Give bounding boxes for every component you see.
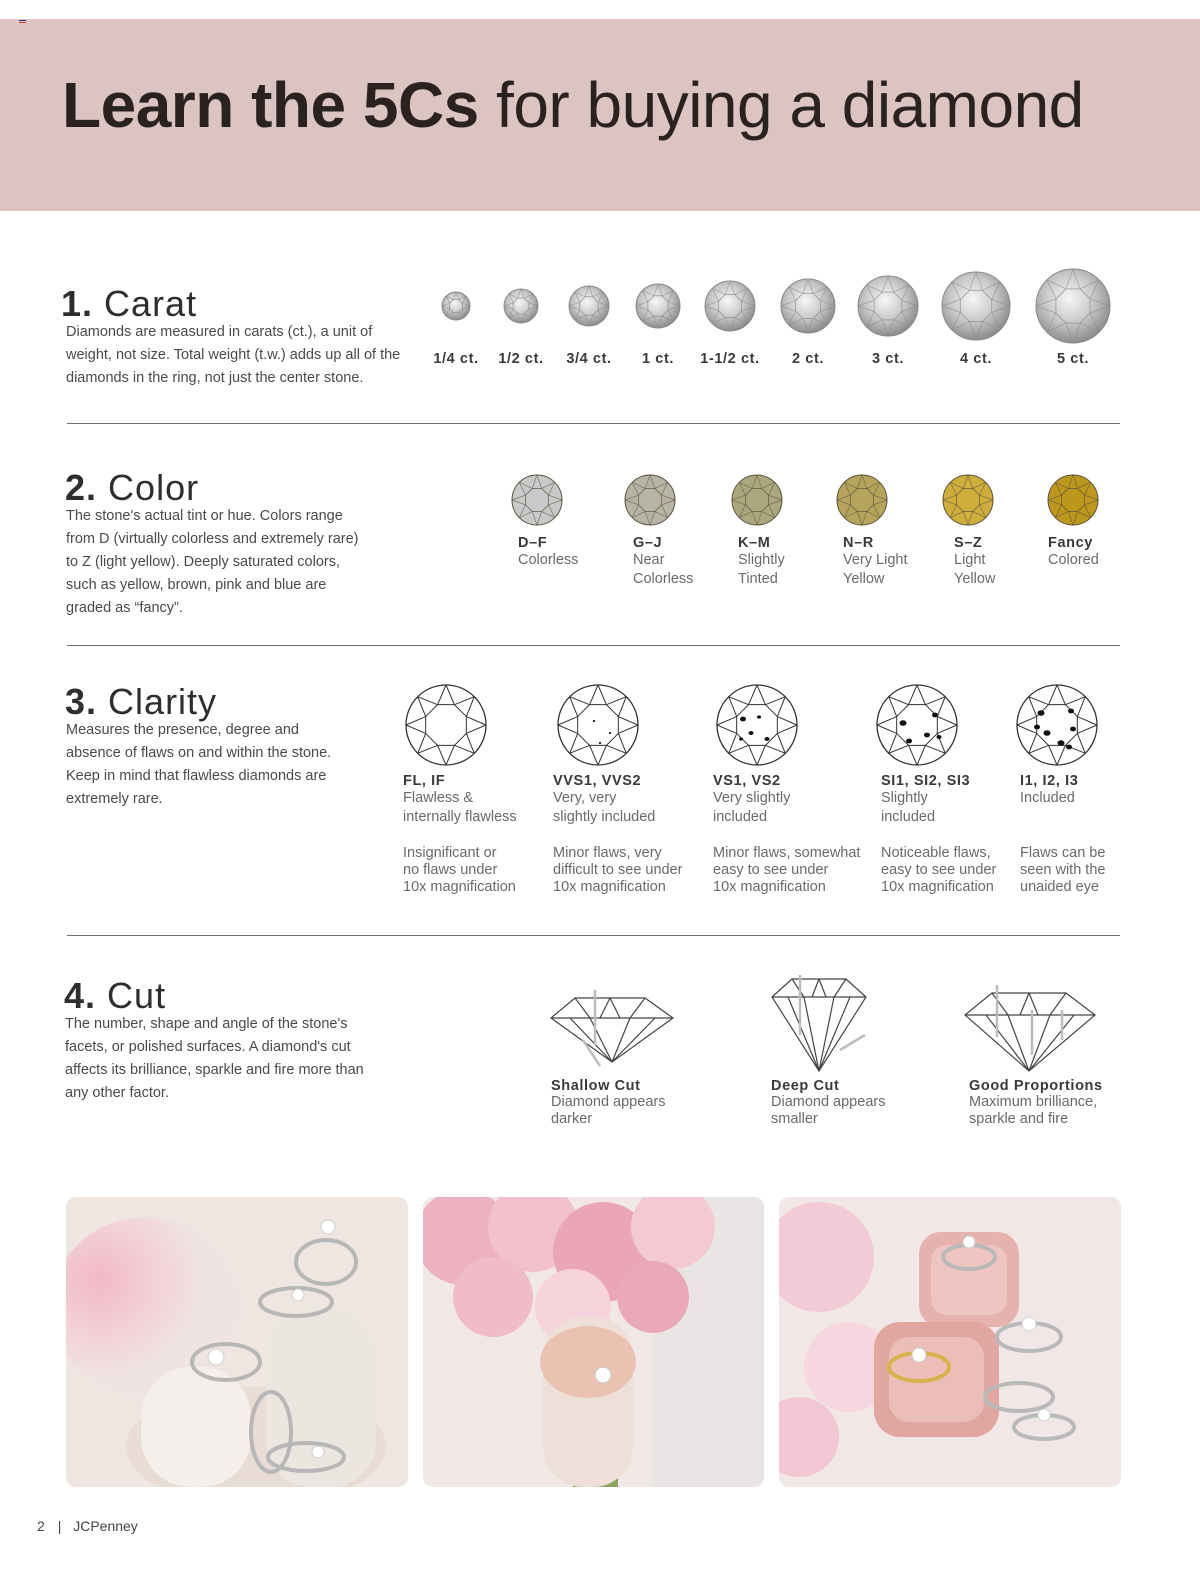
page-number: 2 xyxy=(37,1518,45,1534)
clarity-note xyxy=(713,845,878,896)
color-grade-code: N–R xyxy=(843,535,874,551)
clarity-note3: 10x magnification xyxy=(713,879,826,895)
color-grade-line1: Near xyxy=(633,552,665,568)
page-title xyxy=(62,68,1084,142)
color-grade-code: S–Z xyxy=(954,535,983,551)
clarity-grade-code: FL, IF xyxy=(403,773,446,789)
color-grade-code: G–J xyxy=(633,535,663,551)
color-grade-line2: Yellow xyxy=(954,571,996,587)
divider-3 xyxy=(67,935,1120,936)
cut-description: The number, shape and angle of the stone's facets, or polished surfaces. A diamond's cut affects its brilliance, sparkle and fire more than any other factor. xyxy=(65,1016,364,1101)
clarity-heading: 3. Clarity xyxy=(65,681,218,722)
clarity-grade-line2: included xyxy=(713,809,768,825)
carat-diamond-icon xyxy=(636,284,680,328)
carat-size-label: 1 ct. xyxy=(641,351,675,367)
clarity-grade-code: SI1, SI2, SI3 xyxy=(881,773,971,789)
clarity-grade xyxy=(881,773,1041,827)
clarity-grade-line1: Included xyxy=(1020,790,1075,806)
clarity-note3: 10x magnification xyxy=(403,879,516,895)
cut-type-name: Deep Cut xyxy=(771,1078,840,1094)
clarity-note xyxy=(403,845,568,896)
clarity-grade-code: I1, I2, I3 xyxy=(1020,773,1079,789)
cut-type-line2: smaller xyxy=(771,1111,818,1127)
color-grade-line2: Colorless xyxy=(633,571,694,587)
carat-description: Diamonds are measured in carats (ct.), a unit of weight, not size. Total weight (t.w.) adds up all of the diamonds in the ring, not just the center stone. xyxy=(66,324,401,386)
clarity-note2: easy to see under xyxy=(881,862,997,878)
color-heading: 2. Color xyxy=(65,467,200,508)
carat-size-label: 3/4 ct. xyxy=(566,351,612,367)
carat-size-label: 4 ct. xyxy=(959,351,993,367)
clarity-note1: Insignificant or xyxy=(403,845,497,861)
clarity-grade-line2: included xyxy=(881,809,936,825)
cut-type-line1: Maximum brilliance, xyxy=(969,1094,1098,1110)
clarity-grade-line1: Slightly xyxy=(881,790,928,806)
clarity-note3: unaided eye xyxy=(1020,879,1100,895)
carat-size-label: 1-1/2 ct. xyxy=(700,351,760,367)
color-diamond-icon xyxy=(941,473,995,527)
carat-heading: 1. Carat xyxy=(61,283,198,324)
carat-diamond-icon xyxy=(705,281,755,331)
color-grade xyxy=(518,535,578,570)
deep-cut-diagram-icon xyxy=(770,975,880,1075)
rings-on-pedestals-photo xyxy=(66,1197,408,1487)
clarity-grade xyxy=(1020,773,1180,808)
cut-type-line1: Diamond appears xyxy=(771,1094,886,1110)
color-grade-code: K–M xyxy=(738,535,771,551)
clarity-grade-code: VS1, VS2 xyxy=(713,773,781,789)
color-grade xyxy=(843,535,908,589)
clarity-diamond-icon xyxy=(714,682,800,768)
carat-size-label: 1/4 ct. xyxy=(433,351,479,367)
carat-size-label: 3 ct. xyxy=(871,351,905,367)
carat-diamond-icon xyxy=(504,289,538,323)
clarity-note2: difficult to see under xyxy=(553,862,683,878)
carat-diamond-icon xyxy=(569,286,609,326)
footer-brand: JCPenney xyxy=(73,1518,138,1534)
color-grade xyxy=(633,535,693,589)
carat-size-label: 2 ct. xyxy=(791,351,825,367)
clarity-note xyxy=(553,845,718,896)
clarity-note1: Minor flaws, very xyxy=(553,845,662,861)
cut-type-line2: darker xyxy=(551,1111,593,1127)
clarity-note3: 10x magnification xyxy=(553,879,666,895)
cut-type-name: Good Proportions xyxy=(969,1078,1103,1094)
divider-2 xyxy=(67,645,1120,646)
color-grade xyxy=(954,535,995,589)
color-grade-line1: Colorless xyxy=(518,552,579,568)
color-grade-line1: Light xyxy=(954,552,986,568)
color-grade-line2: Yellow xyxy=(843,571,885,587)
clarity-grade-code: VVS1, VVS2 xyxy=(553,773,642,789)
clarity-note2: seen with the xyxy=(1020,862,1106,878)
cut-type-line2: sparkle and fire xyxy=(969,1111,1069,1127)
clarity-diamond-icon xyxy=(874,682,960,768)
title-bold: Learn the 5Cs xyxy=(62,69,479,141)
clarity-note xyxy=(1020,845,1185,896)
clarity-grade-line2: slightly included xyxy=(553,809,656,825)
rings-in-boxes-photo xyxy=(779,1197,1121,1487)
cut-heading: 4. Cut xyxy=(64,975,167,1016)
cut-type-name: Shallow Cut xyxy=(551,1078,641,1094)
color-diamond-icon xyxy=(730,473,784,527)
carat-size-label: 5 ct. xyxy=(1056,351,1090,367)
carat-diamond-icon xyxy=(442,292,470,320)
clarity-note3: 10x magnification xyxy=(881,879,994,895)
clarity-grade-line1: Very slightly xyxy=(713,790,791,806)
clarity-note1: Noticeable flaws, xyxy=(881,845,991,861)
bride-bouquet-photo xyxy=(423,1197,764,1487)
color-grade-code: Fancy xyxy=(1048,535,1093,551)
color-grade-line1: Colored xyxy=(1048,552,1099,568)
color-grade-code: D–F xyxy=(518,535,548,551)
clarity-grade-line1: Very, very xyxy=(553,790,617,806)
color-diamond-icon xyxy=(510,473,564,527)
color-grade xyxy=(1048,535,1099,570)
color-diamond-icon xyxy=(623,473,677,527)
carat-size-label: 1/2 ct. xyxy=(498,351,544,367)
clarity-diamond-icon xyxy=(555,682,641,768)
clarity-diamond-icon xyxy=(403,682,489,768)
clarity-diamond-icon xyxy=(1014,682,1100,768)
clarity-note2: easy to see under xyxy=(713,862,829,878)
footer xyxy=(37,1518,138,1534)
carat-diamond-icon xyxy=(781,279,835,333)
carat-diamond-icon xyxy=(858,276,918,336)
clarity-description: Measures the presence, degree and absence of flaws on and within the stone. Keep in mind that flawless diamonds are extremely rare. xyxy=(66,722,332,807)
title-rest: for buying a diamond xyxy=(496,69,1084,141)
color-grade xyxy=(738,535,785,589)
color-grade-line1: Very Light xyxy=(843,552,908,568)
clarity-note1: Minor flaws, somewhat xyxy=(713,845,861,861)
clarity-grade xyxy=(403,773,563,827)
color-grade-line1: Slightly xyxy=(738,552,785,568)
clarity-grade-line1: Flawless & xyxy=(403,790,474,806)
clarity-grade xyxy=(713,773,873,827)
color-description: The stone's actual tint or hue. Colors range from D (virtually colorless and extremely rare) to Z (light yellow). Deeply saturated colors, such as yellow, brown, pink and blue are graded as “fancy”. xyxy=(66,508,359,616)
cut-type xyxy=(771,1078,885,1128)
cut-type-line1: Diamond appears xyxy=(551,1094,666,1110)
footer-separator: | xyxy=(57,1518,62,1534)
good-proportions-diagram-icon xyxy=(962,985,1102,1075)
clarity-note2: no flaws under xyxy=(403,862,498,878)
color-diamond-icon xyxy=(835,473,889,527)
color-grade-line2: Tinted xyxy=(738,571,778,587)
clarity-note1: Flaws can be xyxy=(1020,845,1106,861)
clarity-grade xyxy=(553,773,713,827)
divider-1 xyxy=(67,423,1120,424)
flag-icon xyxy=(19,20,26,25)
carat-diamond-icon xyxy=(1036,269,1110,343)
color-diamond-icon xyxy=(1046,473,1100,527)
cut-type xyxy=(969,1078,1103,1128)
carat-diamonds xyxy=(420,260,1140,350)
clarity-grade-line2: internally flawless xyxy=(403,809,517,825)
shallow-cut-diagram-icon xyxy=(545,990,680,1070)
carat-diamond-icon xyxy=(942,272,1010,340)
cut-type xyxy=(551,1078,665,1128)
